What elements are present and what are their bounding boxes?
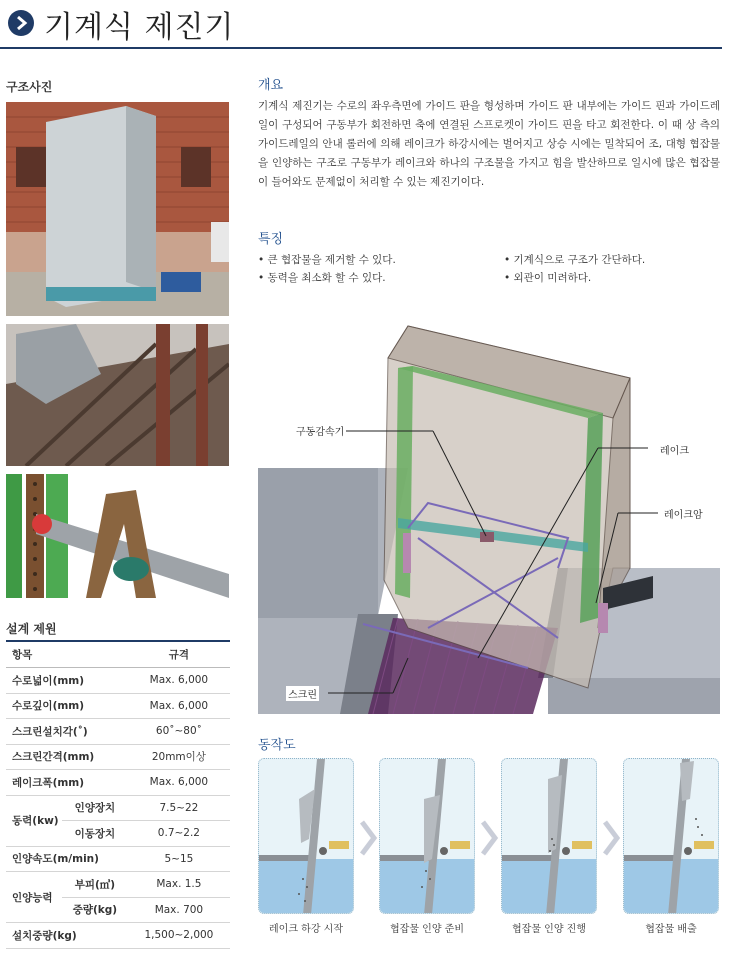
operation-caption: 협잡물 인양 진행 — [512, 924, 586, 935]
spec-value: Max. 700 — [128, 897, 230, 923]
table-row — [6, 719, 230, 745]
operation-caption: 협잡물 인양 준비 — [390, 924, 464, 935]
spec-label: 설치중량(kg) — [6, 923, 128, 949]
operation-step-4 — [623, 758, 719, 914]
spec-value: 1,500~2,000 — [128, 923, 230, 949]
list-item: • 기계식으로 구조가 간단하다. — [504, 254, 646, 266]
spec-value: Max. 6,000 — [128, 693, 230, 719]
spec-label: 레이크폭(mm) — [6, 770, 128, 796]
spec-value: 0.7~2.2 — [128, 821, 230, 847]
spec-header-row — [6, 642, 230, 668]
table-row — [6, 744, 230, 770]
table-row — [6, 693, 230, 719]
table-row — [6, 872, 230, 898]
spec-label: 인양속도(m/min) — [6, 846, 128, 872]
chevron-right-icon — [601, 820, 621, 856]
structure-photo-2 — [6, 324, 229, 466]
page-header — [0, 0, 730, 50]
spec-table — [6, 642, 230, 949]
callout-rake: 레이크 — [658, 442, 691, 457]
header-divider — [0, 47, 722, 49]
callout-reducer: 구동감속기 — [294, 423, 346, 438]
specs-label: 설계 제원 — [6, 622, 57, 636]
list-item: • 큰 협잡물을 제거할 수 있다. — [258, 254, 396, 266]
structure-photo-1 — [6, 102, 229, 316]
features-title: 특징 — [258, 232, 284, 247]
spec-value: 7.5~22 — [128, 795, 230, 821]
callout-rake-arm: 레이크암 — [662, 506, 705, 521]
structure-diagram — [258, 318, 720, 714]
spec-value: 5~15 — [128, 846, 230, 872]
spec-value: Max. 6,000 — [128, 668, 230, 694]
callout-screen: 스크린 — [286, 686, 319, 701]
diagram-illustration — [258, 318, 720, 714]
photos-label: 구조사진 — [6, 80, 53, 94]
chevron-right-icon — [479, 820, 499, 856]
spec-sublabel: 이동장치 — [62, 821, 128, 847]
spec-col-spec: 규격 — [128, 642, 230, 668]
spec-label: 수로깊이(mm) — [6, 693, 128, 719]
table-row — [6, 795, 230, 821]
spec-sublabel: 부피(㎥) — [62, 872, 128, 898]
spec-label: 스크린간격(mm) — [6, 744, 128, 770]
spec-col-item: 항목 — [6, 642, 128, 668]
table-row — [6, 668, 230, 694]
operation-step-3 — [501, 758, 597, 914]
spec-sublabel: 인양장치 — [62, 795, 128, 821]
table-row — [6, 770, 230, 796]
page-title: 기계식 제진기 — [44, 10, 235, 45]
list-item: • 외관이 미려하다. — [504, 272, 592, 284]
spec-value: 60˚~80˚ — [128, 719, 230, 745]
operation-caption: 협잡물 배출 — [645, 924, 697, 935]
table-row — [6, 846, 230, 872]
spec-value: 20mm이상 — [128, 744, 230, 770]
spec-label: 인양능력 — [6, 872, 62, 923]
operation-step-1 — [258, 758, 354, 914]
chevron-right-icon — [8, 10, 34, 36]
spec-value: Max. 1.5 — [128, 872, 230, 898]
spec-label: 스크린설치각(˚) — [6, 719, 128, 745]
spec-value: Max. 6,000 — [128, 770, 230, 796]
overview-title: 개요 — [258, 78, 284, 93]
spec-sublabel: 중량(kg) — [62, 897, 128, 923]
list-item: • 동력을 최소화 할 수 있다. — [258, 272, 386, 284]
overview-text: 기계식 제진기는 수로의 좌우측면에 가이드 판을 형성하며 가이드 판 내부에는 가이드 핀과 가이드레일이 구성되어 구동부가 회전하면 축에 연결된 스프로켓이 가이드 핀을 타고 회전한다. 이 때 상 측의 가이드레일의 안내 롤러에 의해 레이크가 하강시에는 벌어지고 상승 시에는 밀착되어 조, 대형 협잡물을 인양하는 구조로 구동부가 레이크와 하나의 구조물을 가지고 힘을 발산하므로 일시에 많은 협잡물이 들어와도 문제없이 처리할 수 있는 제진기이다. — [258, 100, 720, 188]
spec-label: 동력(kw) — [6, 795, 62, 846]
table-row — [6, 923, 230, 949]
operation-title: 동작도 — [258, 738, 296, 753]
structure-photo-3 — [6, 474, 229, 598]
chevron-right-icon — [358, 820, 378, 856]
operation-caption: 레이크 하강 시작 — [269, 924, 343, 935]
operation-step-2 — [379, 758, 475, 914]
spec-label: 수로넓이(mm) — [6, 668, 128, 694]
